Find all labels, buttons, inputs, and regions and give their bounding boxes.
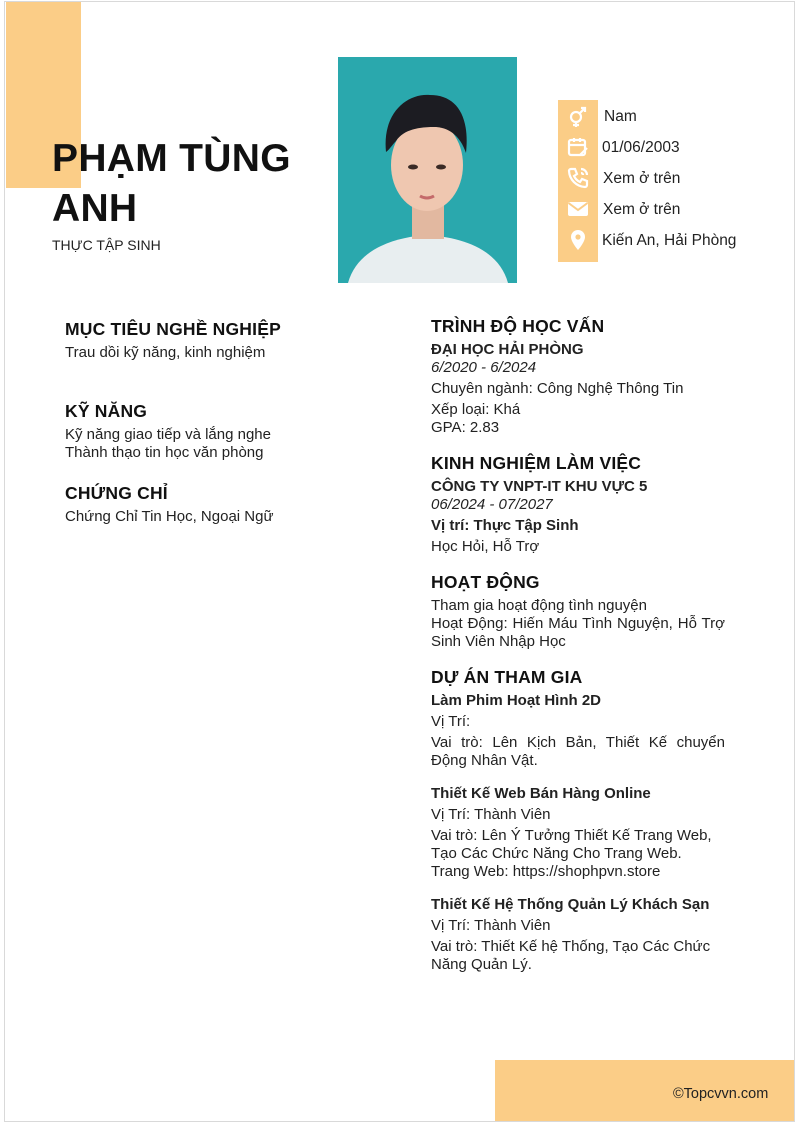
contact-icon-bar (558, 100, 598, 262)
project-position: Vị Trí: Thành Viên (431, 917, 551, 934)
project-website: Trang Web: https://shophpvn.store (431, 863, 661, 880)
project-name: Làm Phim Hoạt Hình 2D (431, 692, 602, 709)
mail-icon (564, 195, 592, 223)
address-value: Kiến An, Hải Phòng (602, 232, 737, 249)
email-value: Xem ở trên (603, 201, 681, 218)
skill-item: Thành thạo tin học văn phòng (65, 444, 264, 461)
experience-title: KINH NGHIỆM LÀM VIỆC (431, 453, 642, 473)
phone-value: Xem ở trên (603, 170, 681, 187)
education-period: 6/2020 - 6/2024 (431, 359, 537, 376)
objective-text: Trau dồi kỹ năng, kinh nghiệm (65, 344, 266, 361)
profile-photo (338, 57, 517, 283)
skill-item: Kỹ năng giao tiếp và lắng nghe (65, 426, 271, 443)
experience-period: 06/2024 - 07/2027 (431, 496, 553, 513)
gender-icon (564, 102, 592, 130)
location-icon (564, 226, 592, 254)
skills-title: KỸ NĂNG (65, 401, 148, 421)
project-role: Vai trò: Lên Kịch Bản, Thiết Kế chuyển Động Nhân Vật. (431, 734, 725, 769)
candidate-name: PHẠM TÙNG ANH (52, 137, 291, 230)
certs-text: Chứng Chỉ Tin Học, Ngoại Ngữ (65, 508, 274, 525)
activity-line: Tham gia hoạt động tình nguyện (431, 597, 647, 614)
project-name: Thiết Kế Web Bán Hàng Online (431, 785, 651, 802)
project-name: Thiết Kế Hệ Thống Quản Lý Khách Sạn (431, 896, 710, 913)
education-rank: Xếp loại: Khá (431, 401, 521, 418)
education-major: Chuyên ngành: Công Nghệ Thông Tin (431, 380, 684, 397)
project-position: Vị Trí: (431, 713, 471, 730)
company-name: CÔNG TY VNPT-IT KHU VỰC 5 (431, 478, 648, 495)
experience-position: Vị trí: Thực Tập Sinh (431, 517, 579, 534)
activity-line: Hoạt Động: Hiến Máu Tình Nguyện, Hỗ Trợ Sinh Viên Nhập Học (431, 615, 725, 650)
candidate-role: THỰC TẬP SINH (52, 237, 161, 253)
school-name: ĐẠI HỌC HẢI PHÒNG (431, 341, 584, 358)
calendar-icon (564, 133, 592, 161)
activities-title: HOẠT ĐỘNG (431, 572, 540, 592)
education-gpa: GPA: 2.83 (431, 419, 500, 436)
experience-desc: Học Hỏi, Hỗ Trợ (431, 538, 540, 555)
certs-title: CHỨNG CHỈ (65, 483, 168, 503)
footer-credit: ©Topcvvn.com (673, 1086, 769, 1102)
project-role: Vai trò: Thiết Kế hệ Thống, Tạo Các Chức Năng Quản Lý. (431, 938, 711, 973)
project-position: Vị Trí: Thành Viên (431, 806, 551, 823)
objective-title: MỤC TIÊU NGHỀ NGHIỆP (65, 319, 281, 339)
projects-title: DỰ ÁN THAM GIA (431, 667, 583, 687)
cv-page (4, 1, 795, 1122)
gender-value: Nam (604, 108, 637, 125)
dob-value: 01/06/2003 (602, 139, 680, 156)
project-role: Vai trò: Lên Ý Tưởng Thiết Kế Trang Web, Tạo Các Chức Năng Cho Trang Web. (431, 827, 712, 862)
education-title: TRÌNH ĐỘ HỌC VẤN (431, 316, 605, 336)
phone-icon (564, 164, 592, 192)
